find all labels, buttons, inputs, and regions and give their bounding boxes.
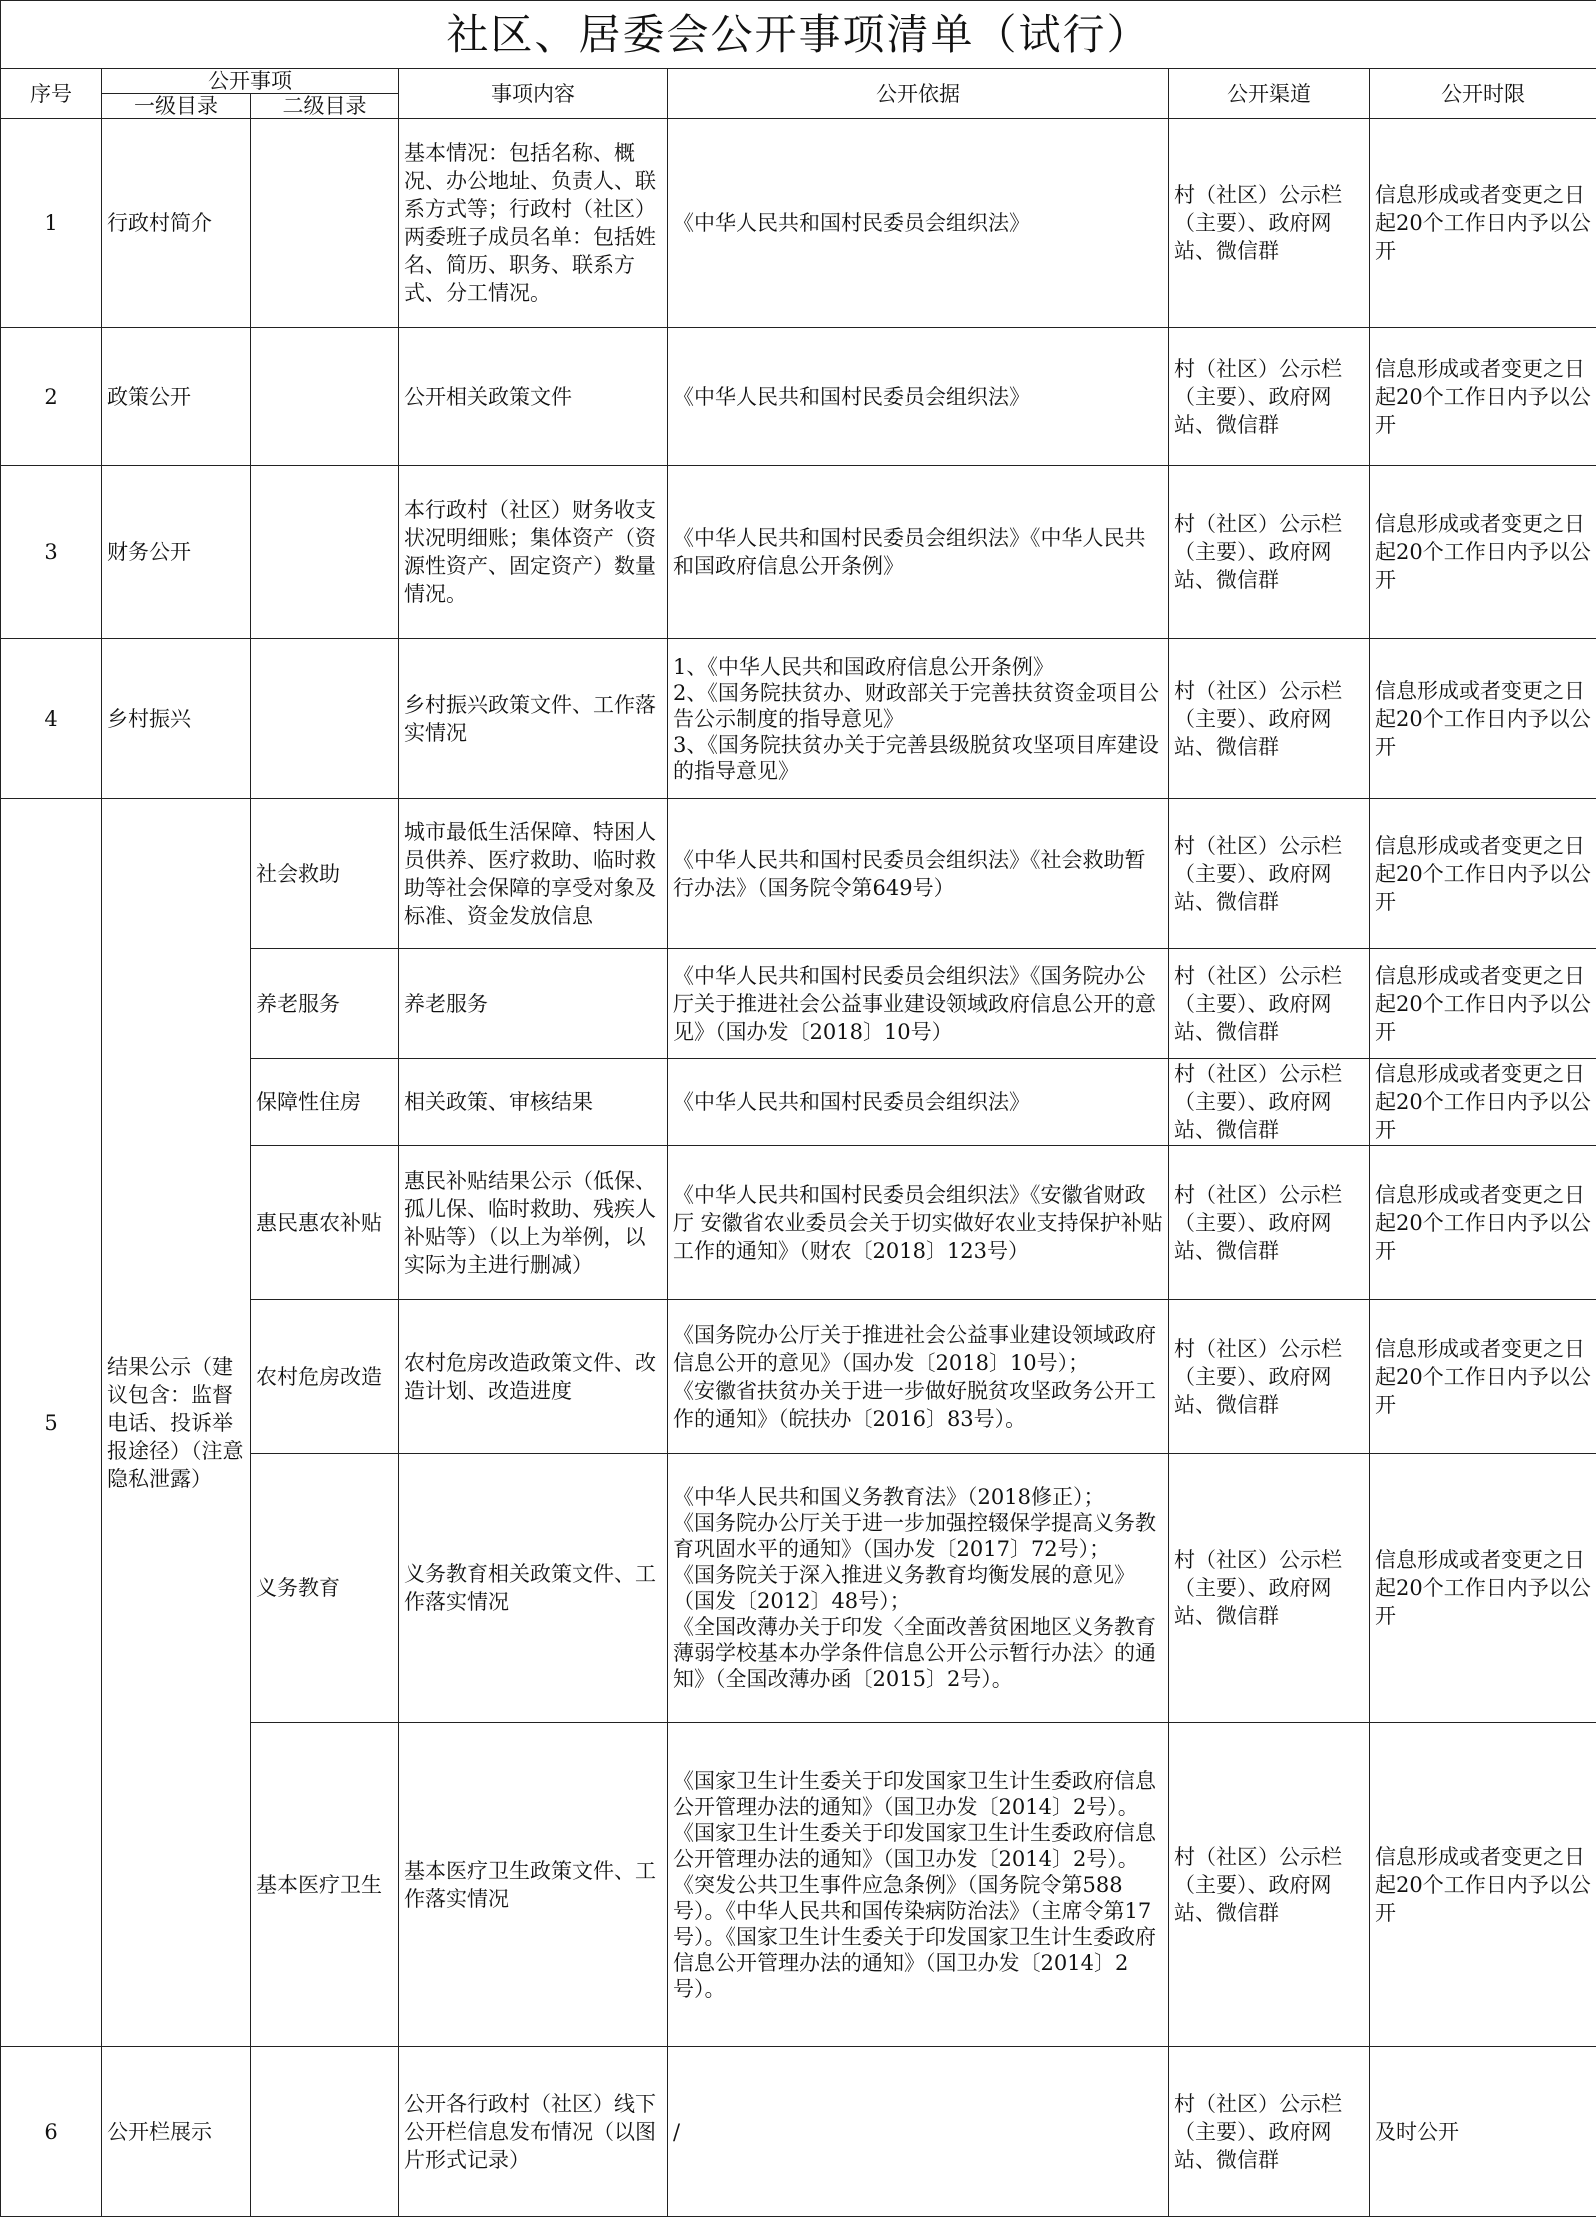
row-level1: 乡村振兴 [102,639,251,799]
row-channel: 村（社区）公示栏（主要）、政府网站、微信群 [1169,466,1370,639]
row-channel: 村（社区）公示栏（主要）、政府网站、微信群 [1169,799,1370,949]
row-level2 [251,639,399,799]
row-channel: 村（社区）公示栏（主要）、政府网站、微信群 [1169,1454,1370,1723]
row-time: 信息形成或者变更之日起20个工作日内予以公开 [1370,1723,1596,2047]
row-basis: 《国家卫生计生委关于印发国家卫生计生委政府信息公开管理办法的通知》（国卫办发〔2014〕2号）。《国家卫生计生委关于印发国家卫生计生委政府信息公开管理办法的通知》（国卫办发〔2014〕2号）。《突发公共卫生事件应急条例》（国务院令第588号）。《中华人民共和国传染病防治法》（主席令第17号）。《国家卫生计生委关于印发国家卫生计生委政府信息公开管理办法的通知》（国卫办发〔2014〕2号）。 [668,1723,1169,2047]
row-basis: 《中华人民共和国村民委员会组织法》 [668,1059,1169,1146]
header-basis: 公开依据 [668,69,1169,119]
row-level1: 公开栏展示 [102,2047,251,2217]
row-channel: 村（社区）公示栏（主要）、政府网站、微信群 [1169,949,1370,1059]
row-basis: 《国务院办公厅关于推进社会公益事业建设领域政府信息公开的意见》（国办发〔2018〕10号）； 《安徽省扶贫办关于进一步做好脱贫攻坚政务公开工作的通知》（皖扶办〔2016〕83号）。 [668,1300,1169,1454]
row-seq: 1 [1,119,102,328]
row-channel: 村（社区）公示栏（主要）、政府网站、微信群 [1169,1059,1370,1146]
table-row [1,328,1596,466]
row-seq: 6 [1,2047,102,2217]
row-level1: 行政村简介 [102,119,251,328]
table-row [1,639,1596,799]
row-channel: 村（社区）公示栏（主要）、政府网站、微信群 [1169,1300,1370,1454]
page-title: 社区、居委会公开事项清单（试行） [1,1,1596,69]
row-seq: 4 [1,639,102,799]
row-basis: 《中华人民共和国村民委员会组织法》 [668,328,1169,466]
row-channel: 村（社区）公示栏（主要）、政府网站、微信群 [1169,2047,1370,2217]
row-time: 及时公开 [1370,2047,1596,2217]
row-channel: 村（社区）公示栏（主要）、政府网站、微信群 [1169,328,1370,466]
row-time: 信息形成或者变更之日起20个工作日内予以公开 [1370,466,1596,639]
row-basis: / [668,2047,1169,2217]
row-basis: 《中华人民共和国村民委员会组织法》《国务院办公厅关于推进社会公益事业建设领域政府信息公开的意见》（国办发〔2018〕10号） [668,949,1169,1059]
row-level2: 义务教育 [251,1454,399,1723]
row-time: 信息形成或者变更之日起20个工作日内予以公开 [1370,328,1596,466]
row-level2 [251,328,399,466]
row-level2 [251,119,399,328]
row-content: 养老服务 [399,949,668,1059]
row-content: 基本医疗卫生政策文件、工作落实情况 [399,1723,668,2047]
row-level2: 农村危房改造 [251,1300,399,1454]
header-channel: 公开渠道 [1169,69,1370,119]
row-content: 义务教育相关政策文件、工作落实情况 [399,1454,668,1723]
row-basis: 《中华人民共和国村民委员会组织法》《安徽省财政厅 安徽省农业委员会关于切实做好农业支持保护补贴工作的通知》（财农〔2018〕123号） [668,1146,1169,1300]
row-content: 相关政策、审核结果 [399,1059,668,1146]
row-channel: 村（社区）公示栏（主要）、政府网站、微信群 [1169,1723,1370,2047]
header-seq: 序号 [1,69,102,119]
header-level1: 一级目录 [102,94,251,119]
row-content: 本行政村（社区）财务收支状况明细账；集体资产（资源性资产、固定资产）数量情况。 [399,466,668,639]
row-basis: 《中华人民共和国村民委员会组织法》《中华人民共和国政府信息公开条例》 [668,466,1169,639]
row-seq: 2 [1,328,102,466]
row-level2: 保障性住房 [251,1059,399,1146]
row-content: 农村危房改造政策文件、改造计划、改造进度 [399,1300,668,1454]
row-time: 信息形成或者变更之日起20个工作日内予以公开 [1370,949,1596,1059]
row-level2: 基本医疗卫生 [251,1723,399,2047]
row-seq: 3 [1,466,102,639]
header-time: 公开时限 [1370,69,1596,119]
row-time: 信息形成或者变更之日起20个工作日内予以公开 [1370,1300,1596,1454]
row-time: 信息形成或者变更之日起20个工作日内予以公开 [1370,1146,1596,1300]
row-level2: 养老服务 [251,949,399,1059]
table-row [1,2047,1596,2217]
row-content: 城市最低生活保障、特困人员供养、医疗救助、临时救助等社会保障的享受对象及标准、资金发放信息 [399,799,668,949]
row-level1: 结果公示（建议包含：监督电话、投诉举报途径）（注意隐私泄露） [102,799,251,2047]
row-level1: 政策公开 [102,328,251,466]
row-time: 信息形成或者变更之日起20个工作日内予以公开 [1370,1059,1596,1146]
row-time: 信息形成或者变更之日起20个工作日内予以公开 [1370,119,1596,328]
row-content: 惠民补贴结果公示（低保、孤儿保、临时救助、残疾人补贴等）（以上为举例，以实际为主进行删减） [399,1146,668,1300]
row-level1: 财务公开 [102,466,251,639]
row-channel: 村（社区）公示栏（主要）、政府网站、微信群 [1169,1146,1370,1300]
row-channel: 村（社区）公示栏（主要）、政府网站、微信群 [1169,119,1370,328]
row-channel: 村（社区）公示栏（主要）、政府网站、微信群 [1169,639,1370,799]
row-basis: 《中华人民共和国村民委员会组织法》 [668,119,1169,328]
header-level2: 二级目录 [251,94,399,119]
row-basis: 《中华人民共和国义务教育法》（2018修正）； 《国务院办公厅关于进一步加强控辍保学提高义务教育巩固水平的通知》（国办发〔2017〕72号）； 《国务院关于深入推进义务教育均衡发展的意见》（国发〔2012〕48号）； 《全国改薄办关于印发〈全面改善贫困地区义务教育薄弱学校基本办学条件信息公开公示暂行办法〉的通知》（全国改薄办函〔2015〕2号）。 [668,1454,1169,1723]
row-level2 [251,2047,399,2217]
row-content: 公开相关政策文件 [399,328,668,466]
row-time: 信息形成或者变更之日起20个工作日内予以公开 [1370,639,1596,799]
header-content: 事项内容 [399,69,668,119]
row-seq: 5 [1,799,102,2047]
row-level2: 惠民惠农补贴 [251,1146,399,1300]
row-content: 公开各行政村（社区）线下公开栏信息发布情况（以图片形式记录） [399,2047,668,2217]
table-row [1,466,1596,639]
table-row [1,119,1596,328]
header-matters: 公开事项 [102,69,399,94]
row-basis: 《中华人民共和国村民委员会组织法》《社会救助暂行办法》（国务院令第649号） [668,799,1169,949]
row-level2 [251,466,399,639]
row-time: 信息形成或者变更之日起20个工作日内予以公开 [1370,799,1596,949]
row-content: 基本情况：包括名称、概况、办公地址、负责人、联系方式等；行政村（社区）两委班子成员名单：包括姓名、简历、职务、联系方式、分工情况。 [399,119,668,328]
row-content: 乡村振兴政策文件、工作落实情况 [399,639,668,799]
row-time: 信息形成或者变更之日起20个工作日内予以公开 [1370,1454,1596,1723]
table-row [1,799,1596,949]
row-basis: 1、《中华人民共和国政府信息公开条例》 2、《国务院扶贫办、财政部关于完善扶贫资金项目公告公示制度的指导意见》 3、《国务院扶贫办关于完善县级脱贫攻坚项目库建设的指导意见》 [668,639,1169,799]
row-level2: 社会救助 [251,799,399,949]
